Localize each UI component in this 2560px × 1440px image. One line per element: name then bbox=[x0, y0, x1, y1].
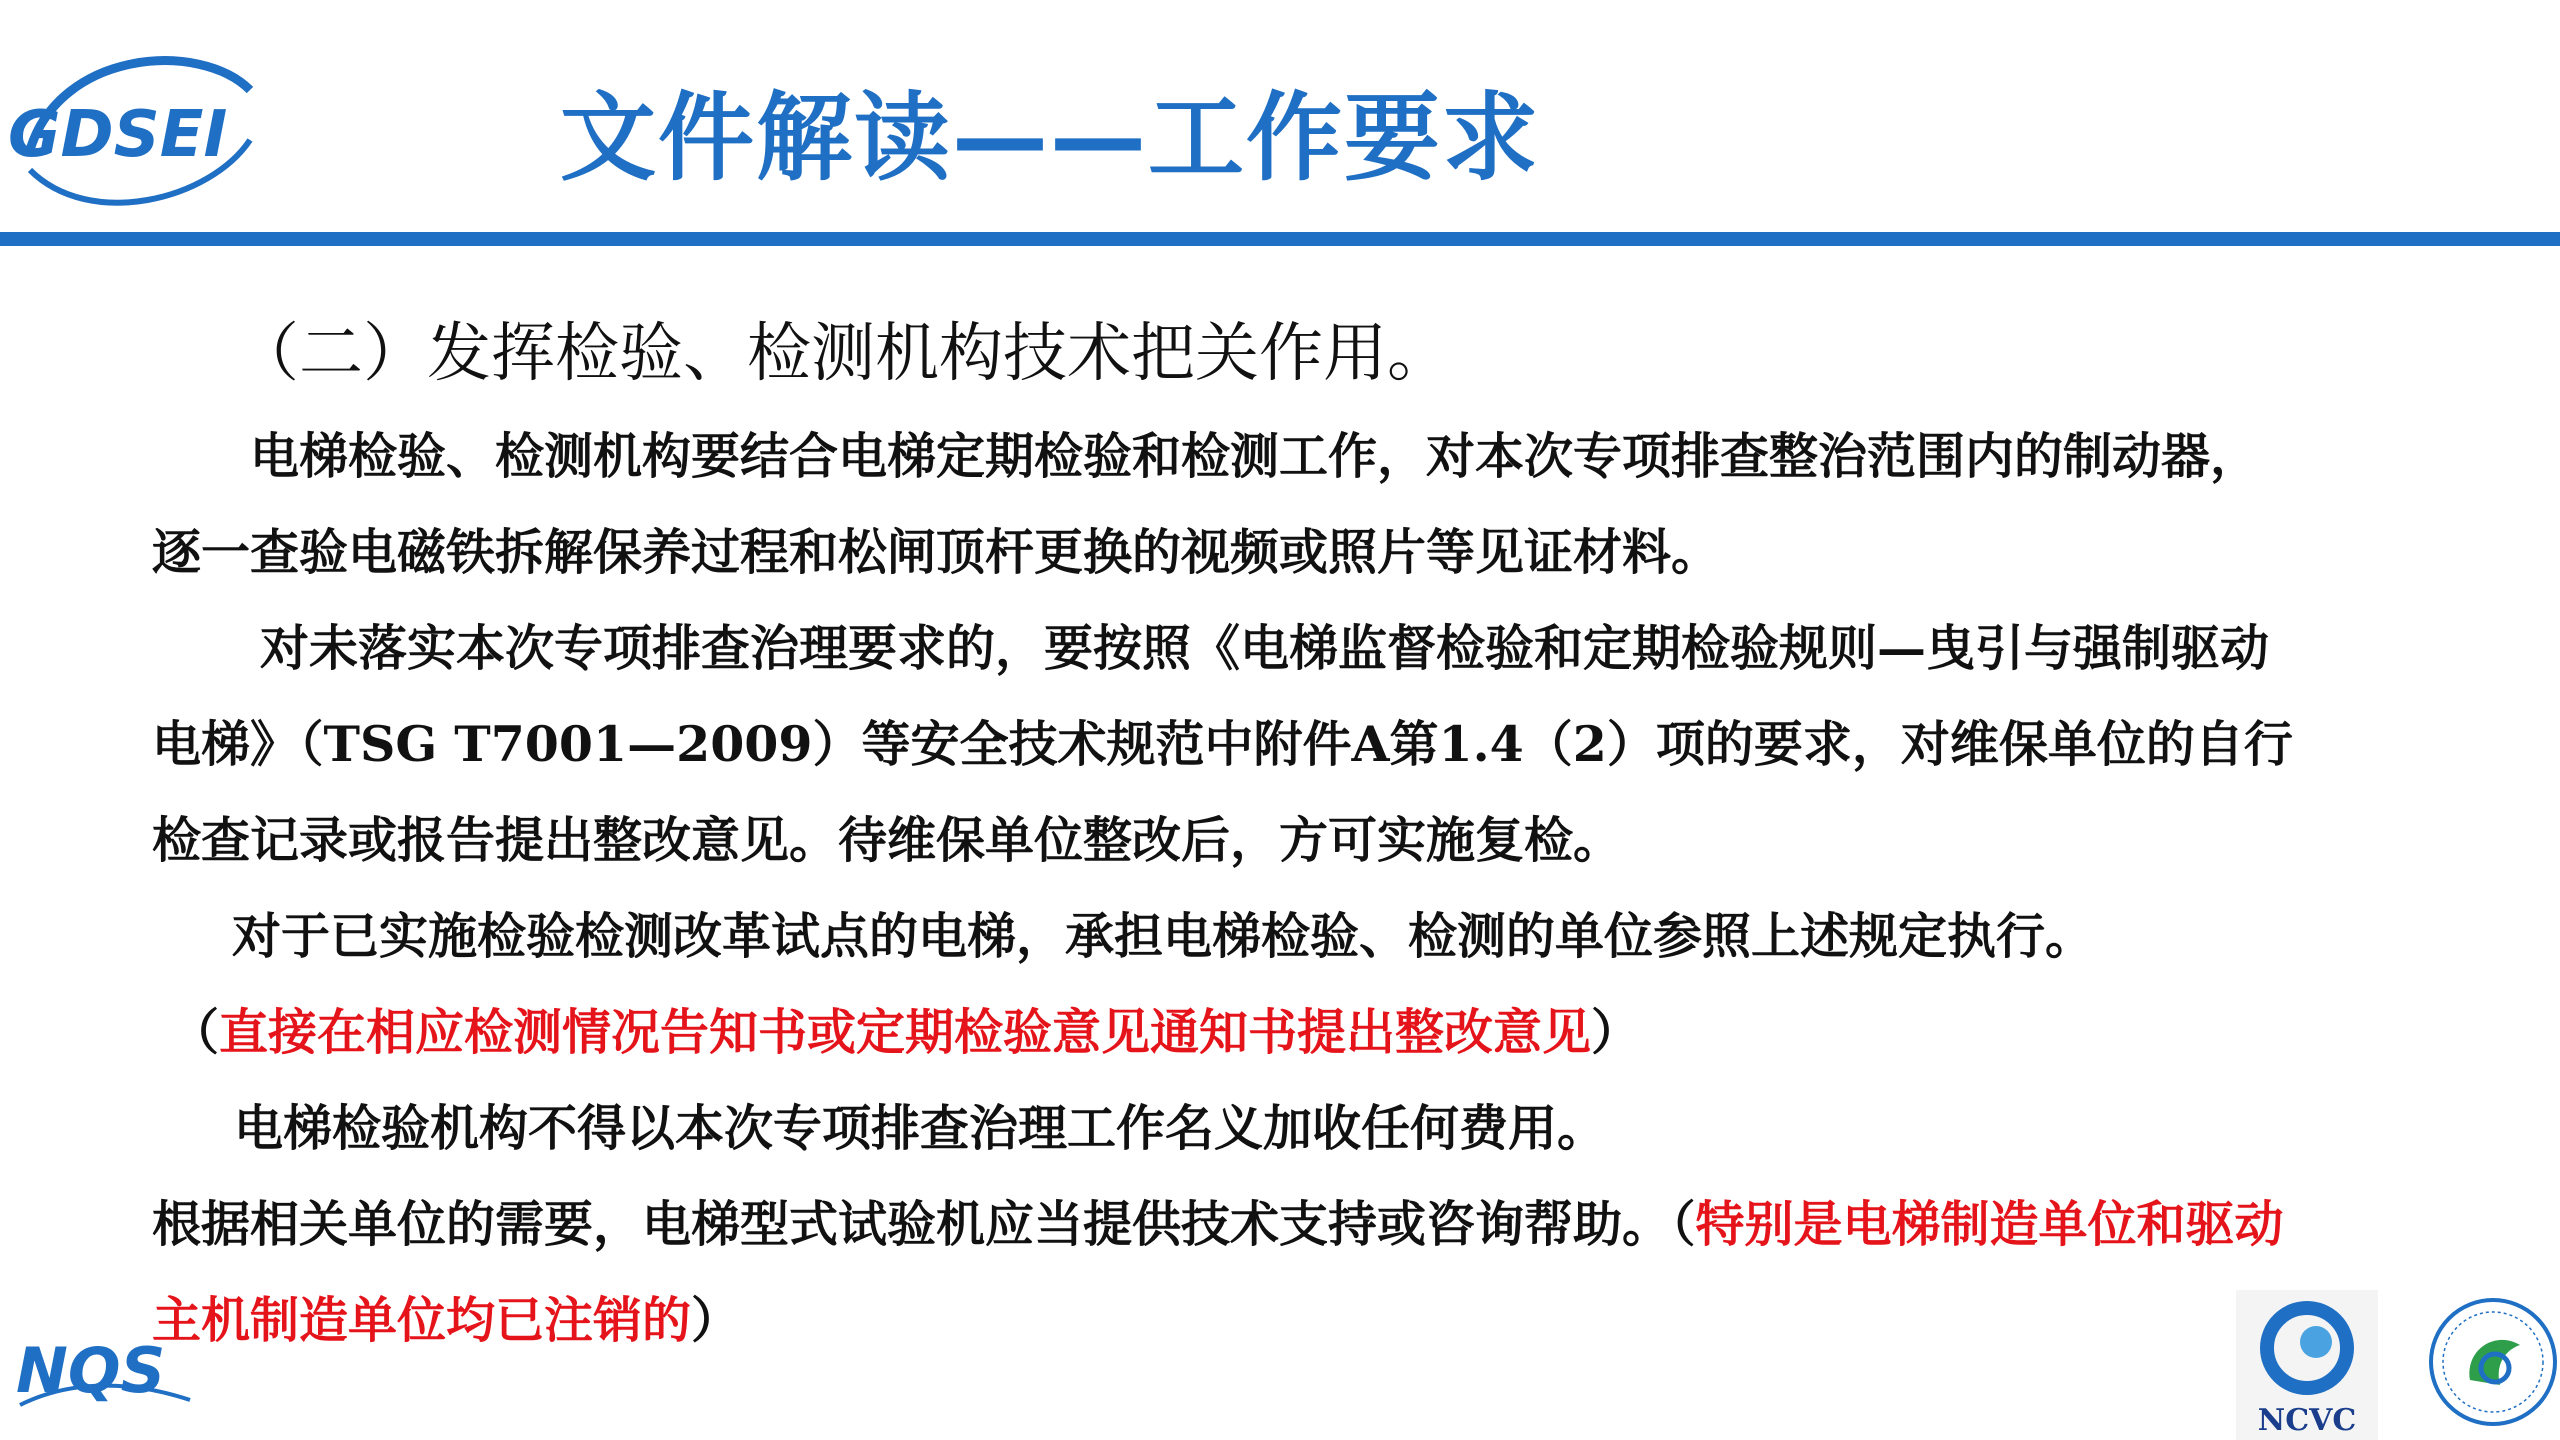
paragraph-3: 对于已实施检验检测改革试点的电梯，承担电梯检验、检测的单位参照上述规定执行。 bbox=[232, 907, 2095, 965]
paragraph-6 bbox=[152, 1176, 2302, 1368]
section-heading: （二）发挥检验、检测机构技术把关作用。 bbox=[235, 317, 1451, 391]
title-divider bbox=[0, 232, 2560, 246]
paragraph-6-close: ） bbox=[691, 1291, 741, 1349]
paragraph-6-highlight: 特别是电梯制造单位和驱动主机制造单位均已注销的 bbox=[152, 1195, 2284, 1349]
ncvc-logo bbox=[2236, 1290, 2378, 1440]
paragraph-2: 对未落实本次专项排查治理要求的，要按照《电梯监督检验和定期检验规则—曳引与强制驱动电梯》（TSG T7001—2009）等安全技术规范中附件A第1.4（2）项的要求，对维保单位的自行检查记录或报告提出整改意见。待维保单位整改后，方可实施复检。 bbox=[152, 619, 2293, 869]
nqs-logo-text: NQS bbox=[16, 1334, 166, 1407]
paragraph-4-highlight: 直接在相应检测情况告知书或定期检验意见通知书提出整改意见 bbox=[219, 1003, 1592, 1061]
seal-emblem bbox=[2425, 1290, 2560, 1435]
ncvc-logo-text: NCVC bbox=[2257, 1403, 2357, 1438]
page-title: 文件解读——工作要求 bbox=[560, 82, 1540, 194]
paragraph-1: 电梯检验、检测机构要结合电梯定期检验和检测工作，对本次专项排查整治范围内的制动器，逐一查验电磁铁拆解保养过程和松闸顶杆更换的视频或照片等见证材料。 bbox=[152, 427, 2260, 581]
paragraph-4 bbox=[170, 984, 2320, 1080]
gdsei-logo-text: GDSEI bbox=[8, 98, 228, 172]
gdsei-logo bbox=[0, 30, 270, 220]
nqs-logo bbox=[10, 1320, 200, 1420]
paragraph-4-close: ） bbox=[1591, 1003, 1641, 1061]
paragraph-4-open: （ bbox=[170, 1003, 220, 1061]
paragraph-6-text: 根据相关单位的需要，电梯型式试验机应当提供技术支持或咨询帮助。（ bbox=[152, 1195, 1696, 1253]
paragraph-5: 电梯检验机构不得以本次专项排查治理工作名义加收任何费用。 bbox=[234, 1099, 1607, 1157]
